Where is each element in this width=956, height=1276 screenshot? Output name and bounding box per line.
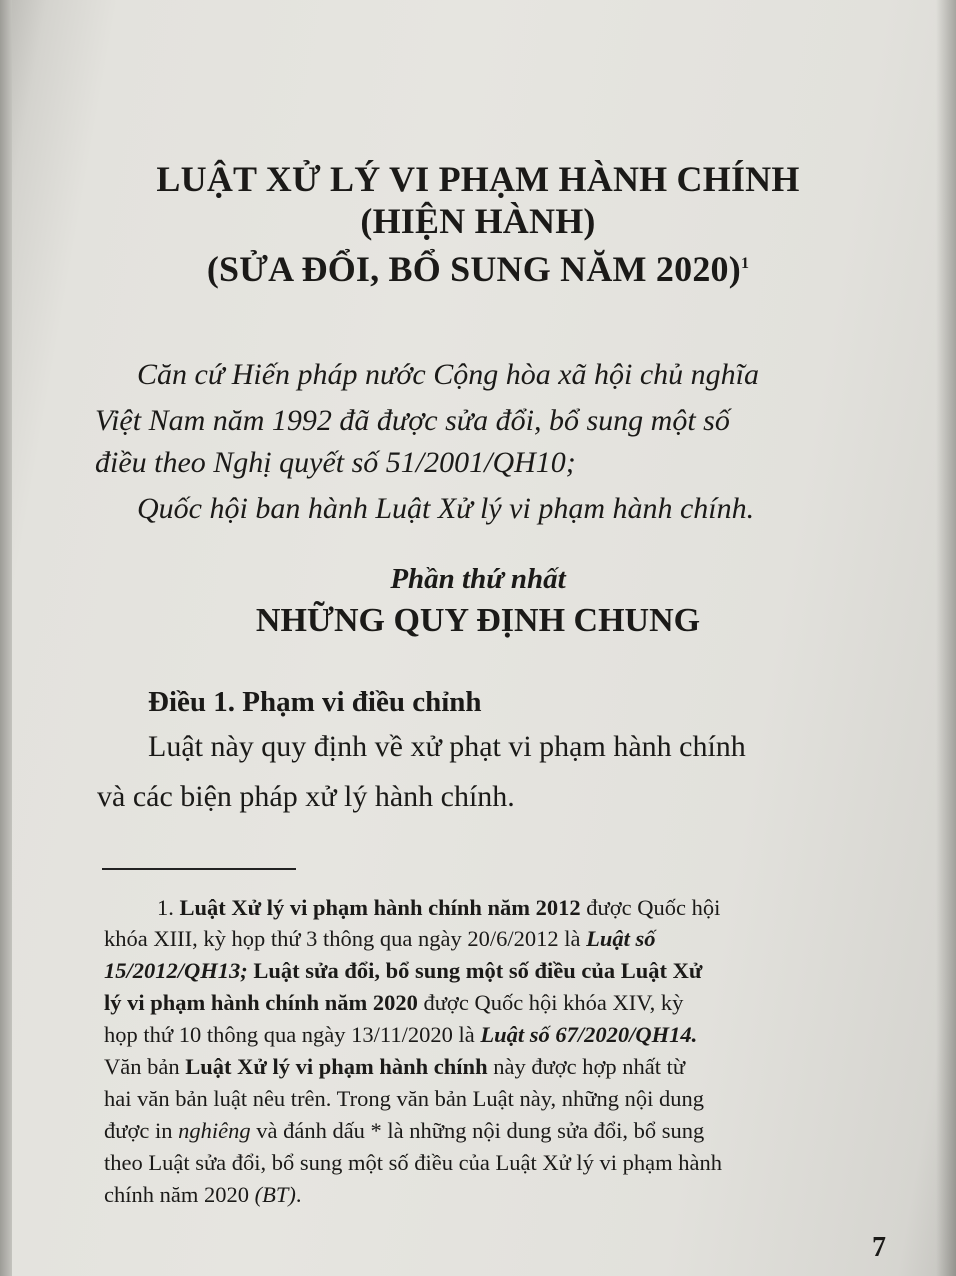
law-amendment-text: (SỬA ĐỔI, BỔ SUNG NĂM 2020) xyxy=(206,249,741,289)
page-number: 7 xyxy=(872,1232,886,1263)
fn-text: được Quốc hội xyxy=(580,895,721,920)
footnote-line-9: theo Luật sửa đổi, bổ sung một số điều của Luật Xử lý vi phạm hành xyxy=(104,1150,723,1175)
part-title: NHỮNG QUY ĐỊNH CHUNG xyxy=(255,602,701,639)
footnote-line-7: hai văn bản luật nêu trên. Trong văn bản Luật này, những nội dung xyxy=(104,1086,705,1111)
fn-bold-italic: Luật số xyxy=(586,926,656,951)
article-text-line-1: Luật này quy định về xử phạt vi phạm hành chính xyxy=(148,730,746,763)
footnote-line-6 xyxy=(104,1054,894,1080)
footnote-marker: 1 xyxy=(740,255,750,272)
fn-italic: nghiêng xyxy=(178,1118,251,1143)
footnote-divider xyxy=(102,868,296,870)
fn-text: khóa XIII, kỳ họp thứ 3 thông qua ngày 20/6/2012 là xyxy=(104,926,587,951)
footnote-line-8 xyxy=(104,1118,894,1144)
fn-text: và đánh dấu * là những nội dung sửa đổi, bổ sung xyxy=(250,1118,705,1143)
fn-bold: lý vi phạm hành chính năm 2020 xyxy=(104,990,418,1015)
article-text-line-2: và các biện pháp xử lý hành chính. xyxy=(97,780,515,813)
preamble-line-3: điều theo Nghị quyết số 51/2001/QH10; xyxy=(95,446,576,479)
fn-text: Văn bản xyxy=(104,1054,186,1079)
fn-text: được Quốc hội khóa XIV, kỳ xyxy=(417,990,684,1015)
fn-text: . xyxy=(295,1182,302,1207)
preamble-line-4: Quốc hội ban hành Luật Xử lý vi phạm hành chính. xyxy=(137,492,755,525)
part-label: Phần thứ nhất xyxy=(390,563,566,595)
preamble-line-2: Việt Nam năm 1992 đã được sửa đổi, bổ sung một số xyxy=(95,404,730,437)
fn-text: này được hợp nhất từ xyxy=(487,1054,686,1079)
footnote-line-1 xyxy=(157,895,947,921)
fn-bold: Luật Xử lý vi phạm hành chính năm 2012 xyxy=(179,895,581,920)
fn-text: 1. xyxy=(157,895,180,920)
footnote-line-3 xyxy=(104,958,894,984)
law-amendment xyxy=(0,248,956,290)
fn-italic: (BT) xyxy=(254,1182,296,1207)
fn-bold-italic: 15/2012/QH13; xyxy=(104,958,248,983)
article-heading: Điều 1. Phạm vi điều chỉnh xyxy=(148,686,482,718)
fn-text: chính năm 2020 xyxy=(104,1182,255,1207)
fn-bold: Luật sửa đổi, bổ sung một số điều của Luật Xử xyxy=(247,958,703,983)
preamble-line-1: Căn cứ Hiến pháp nước Cộng hòa xã hội chủ nghĩa xyxy=(137,358,760,391)
law-title: LUẬT XỬ LÝ VI PHẠM HÀNH CHÍNH xyxy=(156,159,800,199)
fn-text: được in xyxy=(104,1118,179,1143)
footnote-line-4 xyxy=(104,990,894,1016)
fn-text: họp thứ 10 thông qua ngày 13/11/2020 là xyxy=(104,1022,481,1047)
footnote-line-10 xyxy=(104,1182,894,1208)
footnote-line-5 xyxy=(104,1022,894,1048)
footnote-line-2 xyxy=(104,926,894,952)
fn-bold: Luật Xử lý vi phạm hành chính xyxy=(185,1054,488,1079)
law-status: (HIỆN HÀNH) xyxy=(360,201,596,241)
fn-bold-italic: Luật số 67/2020/QH14. xyxy=(480,1022,698,1047)
